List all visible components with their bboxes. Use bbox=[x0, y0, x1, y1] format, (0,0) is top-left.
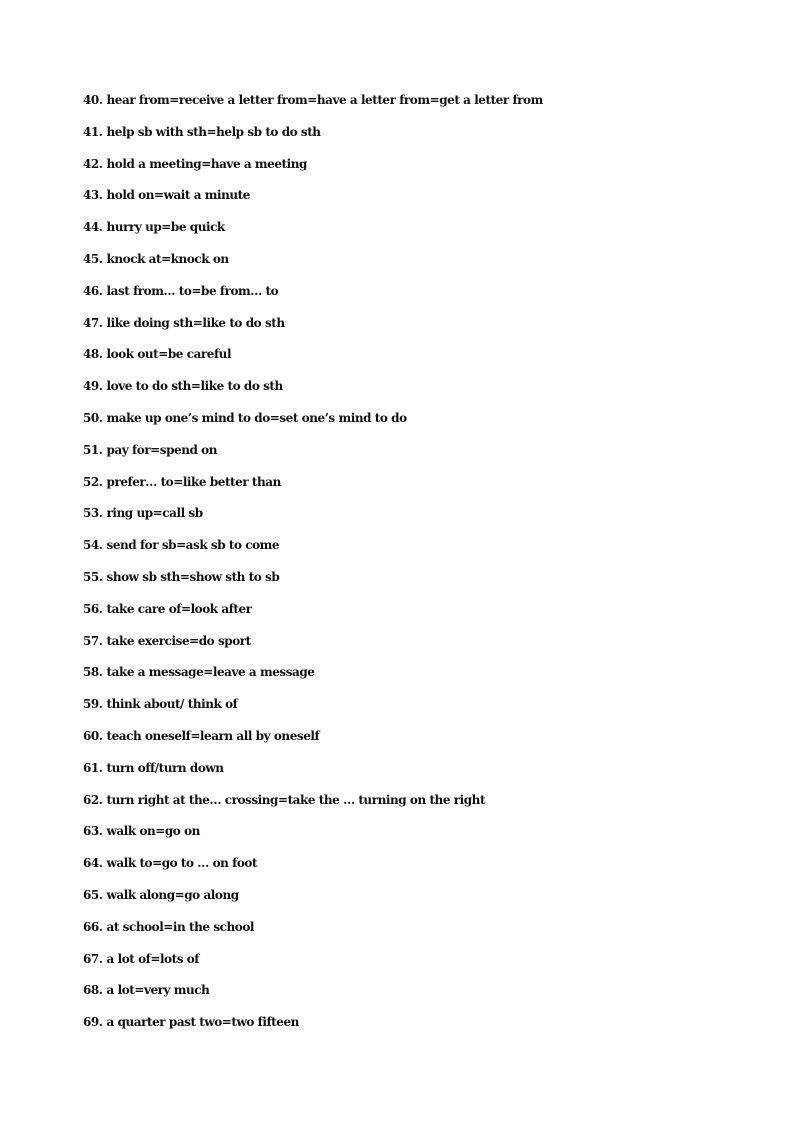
item-number: 51. bbox=[83, 442, 103, 457]
item-number: 69. bbox=[83, 1015, 103, 1030]
list-item bbox=[83, 567, 543, 599]
list-item bbox=[83, 599, 543, 631]
item-number: 43. bbox=[83, 188, 103, 203]
item-number: 63. bbox=[83, 824, 103, 839]
item-number: 53. bbox=[83, 506, 103, 521]
list-item bbox=[83, 535, 543, 567]
item-text: at school=in the school bbox=[106, 919, 254, 934]
item-text: prefer… to=like better than bbox=[106, 474, 281, 489]
list-item bbox=[83, 790, 543, 822]
item-number: 50. bbox=[83, 410, 103, 425]
item-number: 56. bbox=[83, 601, 103, 616]
list-item bbox=[83, 313, 543, 345]
item-text: think about/ think of bbox=[106, 697, 238, 712]
list-item bbox=[83, 249, 543, 281]
list-item bbox=[83, 980, 543, 1012]
list-item bbox=[83, 949, 543, 981]
list-item bbox=[83, 726, 543, 758]
item-text: like doing sth=like to do sth bbox=[106, 315, 285, 330]
item-number: 45. bbox=[83, 251, 103, 266]
item-text: a lot=very much bbox=[106, 983, 210, 998]
item-number: 47. bbox=[83, 315, 103, 330]
item-number: 41. bbox=[83, 124, 103, 139]
item-number: 59. bbox=[83, 697, 103, 712]
list-item bbox=[83, 376, 543, 408]
item-number: 40. bbox=[83, 93, 103, 107]
list-item bbox=[83, 344, 543, 376]
item-number: 48. bbox=[83, 347, 103, 362]
list-item bbox=[83, 853, 543, 885]
item-number: 61. bbox=[83, 760, 103, 775]
item-number: 62. bbox=[83, 792, 103, 807]
item-text: make up one’s mind to do=set one’s mind to do bbox=[106, 410, 407, 425]
list-item bbox=[83, 631, 543, 663]
item-number: 46. bbox=[83, 283, 103, 298]
list-item bbox=[83, 758, 543, 790]
item-text: walk on=go on bbox=[106, 824, 200, 839]
item-number: 42. bbox=[83, 156, 103, 171]
item-number: 52. bbox=[83, 474, 103, 489]
list-item bbox=[83, 154, 543, 186]
item-text: last from… to=be from… to bbox=[106, 283, 279, 298]
item-text: turn off/turn down bbox=[106, 760, 224, 775]
item-text: knock at=knock on bbox=[106, 251, 229, 266]
list-item bbox=[83, 821, 543, 853]
item-number: 55. bbox=[83, 569, 103, 584]
item-number: 60. bbox=[83, 728, 103, 743]
item-text: hold a meeting=have a meeting bbox=[106, 156, 307, 171]
item-text: a lot of=lots of bbox=[106, 951, 199, 966]
item-text: take exercise=do sport bbox=[106, 633, 251, 648]
item-text: look out=be careful bbox=[106, 347, 232, 362]
list-item bbox=[83, 217, 543, 249]
item-number: 67. bbox=[83, 951, 103, 966]
list-item bbox=[83, 122, 543, 154]
list-item bbox=[83, 472, 543, 504]
list-item bbox=[83, 917, 543, 949]
list-item bbox=[83, 503, 543, 535]
item-number: 44. bbox=[83, 220, 103, 235]
item-text: teach oneself=learn all by oneself bbox=[106, 728, 320, 743]
item-number: 58. bbox=[83, 665, 103, 680]
list-item bbox=[83, 90, 543, 122]
item-text: ring up=call sb bbox=[106, 506, 203, 521]
item-number: 65. bbox=[83, 887, 103, 902]
item-text: send for sb=ask sb to come bbox=[106, 538, 280, 553]
item-text: help sb with sth=help sb to do sth bbox=[106, 124, 321, 139]
list-item bbox=[83, 885, 543, 917]
item-number: 57. bbox=[83, 633, 103, 648]
item-text: walk to=go to … on foot bbox=[106, 856, 258, 871]
list-item bbox=[83, 440, 543, 472]
item-text: love to do sth=like to do sth bbox=[106, 379, 283, 394]
item-text: take a message=leave a message bbox=[106, 665, 315, 680]
item-text: show sb sth=show sth to sb bbox=[106, 569, 280, 584]
list-item bbox=[83, 694, 543, 726]
item-text: walk along=go along bbox=[106, 887, 239, 902]
item-text: hear from=receive a letter from=have a letter from=get a letter from bbox=[106, 93, 543, 107]
item-text: take care of=look after bbox=[106, 601, 252, 616]
list-item bbox=[83, 185, 543, 217]
list-item bbox=[83, 1012, 543, 1044]
item-text: hold on=wait a minute bbox=[106, 188, 250, 203]
phrase-list bbox=[83, 90, 543, 1044]
item-text: pay for=spend on bbox=[106, 442, 217, 457]
item-text: hurry up=be quick bbox=[106, 220, 225, 235]
list-item bbox=[83, 281, 543, 313]
item-text: a quarter past two=two fifteen bbox=[106, 1015, 299, 1030]
item-number: 64. bbox=[83, 856, 103, 871]
item-text: turn right at the… crossing=take the … turning on the right bbox=[106, 792, 486, 807]
item-number: 68. bbox=[83, 983, 103, 998]
list-item bbox=[83, 408, 543, 440]
item-number: 49. bbox=[83, 379, 103, 394]
item-number: 66. bbox=[83, 919, 103, 934]
list-item bbox=[83, 662, 543, 694]
item-number: 54. bbox=[83, 538, 103, 553]
